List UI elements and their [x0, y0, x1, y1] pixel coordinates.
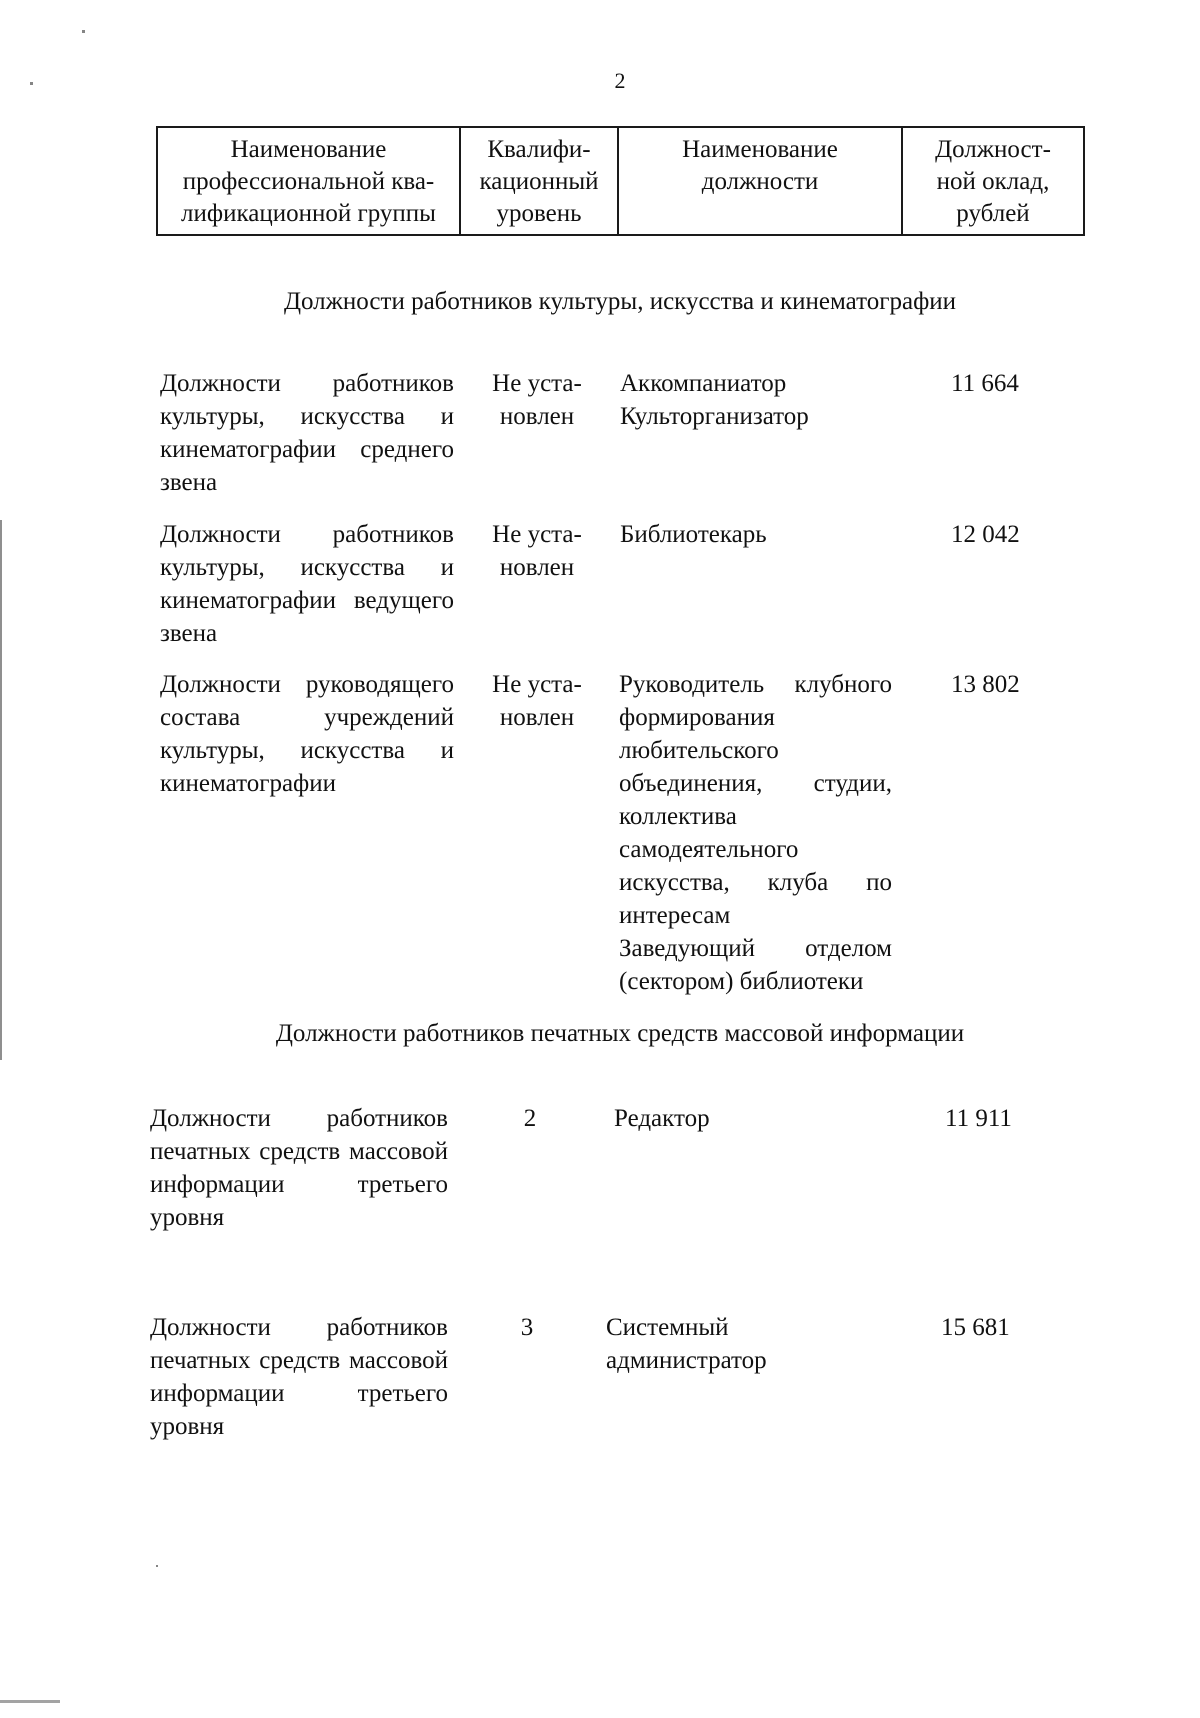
qualification-level: Не уста- новлен [492, 671, 582, 731]
position-name: Руководитель клубного формирования любительского объединения, студии, коллектива самодеятельного искусства, клуба по интересам Заведующий отделом (сектором) библиотеки [619, 671, 892, 995]
header-salary: Должност- ной оклад, рублей [902, 127, 1084, 235]
scan-dot [156, 1565, 158, 1567]
scan-edge-mark [0, 520, 2, 1060]
position-name: Библиотекарь [620, 521, 767, 548]
position-name: Системный администратор [606, 1314, 767, 1374]
qualification-level: 3 [520, 1314, 534, 1341]
table-row [0, 518, 1200, 647]
header-qualification-level: Квалифи- кационный уровень [460, 127, 618, 235]
position-name: Аккомпаниатор Культорганизатор [620, 370, 809, 430]
scan-edge-mark [0, 1700, 60, 1703]
header-position-name: Наименование должности [618, 127, 902, 235]
group-name: Должности работников печатных средств массовой информации третьего уровня [150, 1314, 448, 1440]
position-name: Редактор [614, 1105, 710, 1132]
salary: 13 802 [951, 671, 1020, 698]
salary: 11 911 [945, 1105, 1012, 1132]
qualification-level: 2 [523, 1105, 537, 1132]
table-row [0, 367, 1200, 496]
table-row [0, 1102, 1200, 1231]
qualification-level: Не уста- новлен [492, 521, 582, 581]
qualification-level: Не уста- новлен [492, 370, 582, 430]
group-name: Должности руководящего состава учреждений культуры, искусства и кинематографии [160, 671, 454, 797]
scan-dot [82, 30, 85, 33]
scan-dot [30, 82, 33, 85]
header-table [156, 126, 1085, 236]
salary: 12 042 [951, 521, 1020, 548]
table-row [0, 1311, 1200, 1440]
salary: 15 681 [941, 1314, 1010, 1341]
page-number: 2 [614, 68, 626, 93]
group-name: Должности работников печатных средств массовой информации третьего уровня [150, 1105, 448, 1231]
section-title-culture: Должности работников культуры, искусства и кинематографии [283, 288, 957, 315]
section-title-mass-media: Должности работников печатных средств массовой информации [275, 1020, 965, 1047]
header-row [157, 127, 1084, 235]
group-name: Должности работников культуры, искусства и кинематографии среднего звена [160, 370, 454, 496]
table-row [0, 668, 1200, 995]
group-name: Должности работников культуры, искусства и кинематографии ведущего звена [160, 521, 454, 647]
header-group-name: Наименование профессиональной ква- лификационной группы [157, 127, 460, 235]
salary: 11 664 [951, 370, 1019, 397]
